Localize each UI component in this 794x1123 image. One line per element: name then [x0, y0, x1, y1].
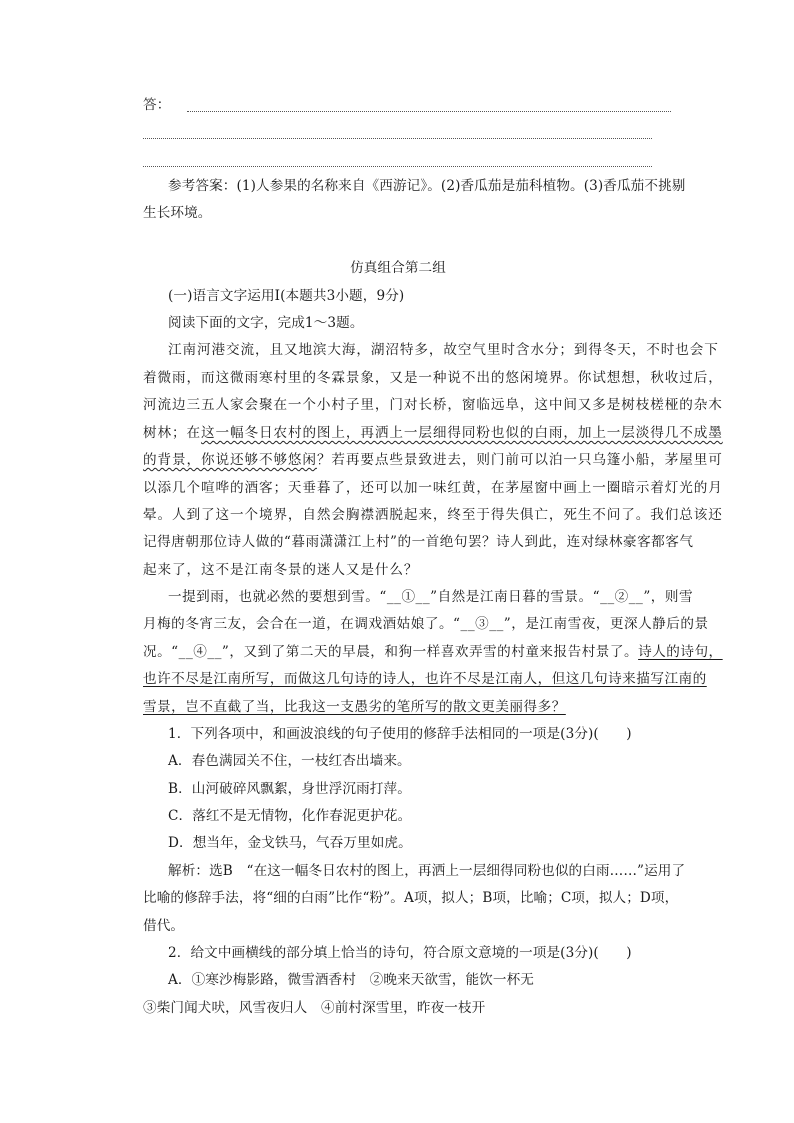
wavy-underlined-sentence-end: 的背景，你说还够不够悠闲	[143, 452, 317, 468]
question-1-option-d: D．想当年，金戈铁马，气吞万里如虎。	[168, 835, 412, 851]
blank-3: __③__	[460, 616, 504, 632]
passage-line: 树林；在这一幅冬日农村的图上，再洒上一层细得同粉也似的白雨，加上一层淡得几不成墨	[143, 425, 723, 441]
wavy-underlined-sentence: 这一幅冬日农村的图上，再洒上一层细得同粉也似的白雨，加上一层淡得几不成墨	[200, 425, 723, 441]
question-1-analysis-line: 解析：选B “在这一幅冬日农村的图上，再洒上一层细得同粉也似的白雨……”运用了	[168, 863, 686, 879]
section-title: 仿真组合第二组	[350, 260, 446, 276]
passage-line	[143, 697, 653, 717]
blank-1: __①__	[386, 589, 431, 605]
underlined-sentence: 诗人的诗句，	[638, 644, 723, 660]
passage-line: 河流边三五人家会聚在一个小村子里，门对长桥，窗临远阜，这中间又多是树枝槎桠的杂木	[143, 397, 723, 413]
passage-line: 着微雨，而这微雨寒村里的冬霖景象，又是一种说不出的悠闲境界。你试想想，秋收过后，	[143, 370, 723, 386]
question-1-analysis-line: 比喻的修辞手法，将“细的白雨”比作“粉”。A项，拟人；B项，比喻；C项，拟人；D项，	[143, 890, 679, 906]
question-2-stem: 2．给文中画横线的部分填上恰当的诗句，符合原文意境的一项是(3分)( )	[168, 945, 632, 961]
reading-instruction: 阅读下面的文字，完成1～3题。	[168, 315, 364, 331]
passage-line: 一提到雨，也就必然的要想到雪。“__①__”自然是江南日暮的雪景。“__②__”，则雪	[168, 589, 694, 605]
blank-4: __④__	[178, 644, 222, 660]
answer-line-3	[143, 166, 652, 167]
underlined-sentence: 雪景，岂不直截了当，比我这一支愚劣的笔所写的散文更美丽得多？	[143, 699, 566, 715]
question-1-option-b: B．山河破碎风飘絮，身世浮沉雨打萍。	[168, 781, 411, 797]
passage-line: 晕。人到了这一个境界，自然会胸襟洒脱起来，终至于得失俱亡，死生不问了。我们总该还	[143, 507, 723, 523]
question-1-analysis-line: 借代。	[143, 918, 185, 934]
reference-answer-line-2: 生长环境。	[143, 205, 212, 221]
section-subtitle: (一)语言文字运用Ⅰ(本题共3小题，9分)	[168, 288, 405, 304]
question-1-option-c: C．落红不是无情物，化作春泥更护花。	[168, 808, 412, 824]
blank-2: __②__	[600, 589, 644, 605]
question-2-option-a-line-2: ③柴门闻犬吠，风雪夜归人 ④前村深雪里，昨夜一枝开	[143, 1000, 486, 1016]
underlined-sentence: 也许不尽是江南所写，而做这几句诗的诗人，也许不尽是江南人，但这几句诗来描写江南的	[143, 671, 707, 687]
answer-line-2	[143, 138, 652, 139]
passage-line: 江南河港交流，且又地滨大海，湖沼特多，故空气里时含水分；到得冬天，不时也会下	[168, 342, 719, 358]
answer-label: 答：	[143, 97, 171, 113]
question-1-stem: 1．下列各项中，和画波浪线的句子使用的修辞手法相同的一项是(3分)( )	[168, 726, 632, 742]
passage-line: 起来了，这不是江南冬景的迷人又是什么？	[143, 562, 419, 578]
passage-line	[143, 669, 707, 689]
question-2-option-a-line-1: A．①寒沙梅影路，微雪酒香村 ②晚来天欲雪，能饮一杯无	[168, 972, 534, 988]
passage-line: 月梅的冬宵三友，会合在一道，在调戏酒姑娘了。“__③__”，是江南雪夜，更深人静后的景	[143, 616, 709, 632]
passage-line: 以添几个喧哗的酒客；天垂暮了，还可以加一味红黄，在茅屋窗中画上一圈暗示着灯光的月	[143, 480, 723, 496]
passage-line: 的背景，你说还够不够悠闲？若再要点些景致进去，则门前可以泊一只乌篷小船，茅屋里可	[143, 452, 723, 468]
passage-line: 记得唐朝那位诗人做的“暮雨潇潇江上村”的一首绝句罢？诗人到此，连对绿林豪客都客气	[143, 534, 694, 550]
answer-line-1	[187, 111, 671, 112]
passage-line: 况。“__④__”，又到了第二天的早晨，和狗一样喜欢弄雪的村童来报告村景了。诗人的诗句，	[143, 644, 723, 660]
question-1-option-a: A．春色满园关不住，一枝红杏出墙来。	[168, 753, 411, 769]
reference-answer-line-1: 参考答案：(1)人参果的名称来自《西游记》。(2)香瓜茄是茄科植物。(3)香瓜茄不挑剔	[168, 178, 686, 194]
